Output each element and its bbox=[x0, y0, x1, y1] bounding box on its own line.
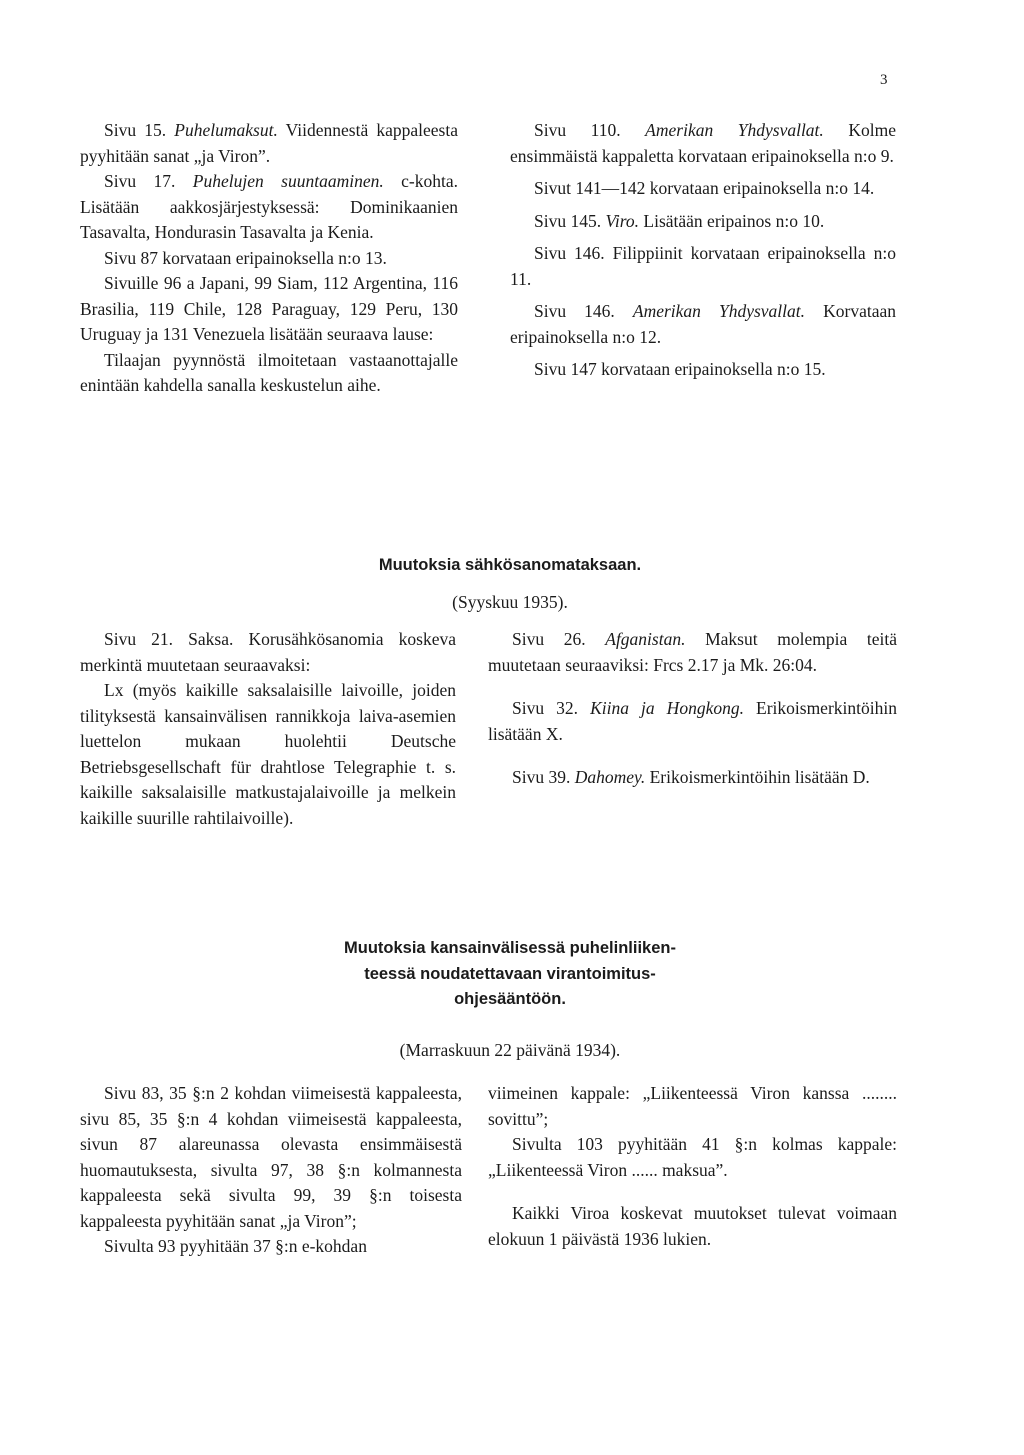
text: Sivu 15. bbox=[104, 120, 175, 140]
text: Korvataan eripainoksella n:o 12. bbox=[510, 301, 896, 347]
top-right-column bbox=[510, 118, 896, 383]
paragraph: Sivut 141—142 korvataan eripainoksella n:o 14. bbox=[534, 178, 875, 198]
bottom-right-column bbox=[488, 1081, 897, 1252]
paragraph: Lx (myös kaikille saksalaisille laivoille, joiden tilityksestä kansainvälisen rannikkoja laiva-asemien luettelon mukaan huolehtii Deutsche Betriebsgesellschaft für drahtlose Telegraphie t. s. kaikille saksalaisille matkustajalaivoille ja melkein kaikille suurille rahtilaivoille). bbox=[80, 680, 456, 828]
text: Sivu 17. bbox=[104, 171, 193, 191]
paragraph bbox=[510, 118, 896, 169]
text: Sivu 32. bbox=[512, 698, 591, 718]
section-heading: Muutoksia sähkösanomataksaan. bbox=[378, 556, 642, 574]
paragraph bbox=[488, 627, 897, 678]
text: Viidennestä kappaleesta pyyhitään sanat „ja Viron”. bbox=[80, 120, 458, 166]
italic-title: Afganistan. bbox=[605, 629, 686, 649]
paragraph: Sivulta 93 pyyhitään 37 §:n e-kohdan bbox=[104, 1236, 367, 1256]
text: Sivu 110. bbox=[534, 120, 646, 140]
paragraph: Tilaajan pyynnöstä ilmoitetaan vastaanottajalle enintään kahdella sanalla keskustelun aihe. bbox=[80, 349, 458, 395]
text: Sivu 39. bbox=[512, 767, 575, 787]
section-heading bbox=[200, 936, 820, 1013]
italic-title: Amerikan Yhdysvallat. bbox=[632, 301, 806, 321]
text: Kolme ensimmäistä kappaletta korvataan eripainoksella n:o 9. bbox=[510, 120, 896, 166]
italic-title: Kiina ja Hongkong. bbox=[590, 698, 744, 718]
paragraph: Sivu 147 korvataan eripainoksella n:o 15. bbox=[534, 359, 826, 379]
heading-line: ohjesääntöön. bbox=[454, 990, 566, 1008]
italic-title: Puhelujen suuntaaminen. bbox=[192, 171, 384, 191]
paragraph: Sivulta 103 pyyhitään 41 §:n kolmas kappale: „Liikenteessä Viron ...... maksua”. bbox=[488, 1134, 897, 1180]
paragraph bbox=[510, 299, 896, 350]
paragraph: Sivu 87 korvataan eripainoksella n:o 13. bbox=[104, 247, 387, 268]
paragraph bbox=[488, 765, 897, 791]
paragraph: Sivu 21. Saksa. Korusähkösanomia koskeva merkintä muutetaan seuraavaksi: bbox=[80, 629, 456, 675]
heading-line: Muutoksia kansainvälisessä puhelinliiken- bbox=[344, 939, 676, 957]
paragraph bbox=[488, 696, 897, 747]
paragraph: Sivuille 96 a Japani, 99 Siam, 112 Argentina, 116 Brasilia, 119 Chile, 128 Paraguay, 129 Peru, 130 Uruguay ja 131 Venezuela lisätään seuraava lause: bbox=[80, 273, 458, 344]
paragraph bbox=[80, 118, 458, 169]
text: Erikoismerkintöihin lisätään D. bbox=[645, 767, 870, 787]
italic-title: Amerikan Yhdysvallat. bbox=[645, 120, 824, 140]
paragraph: Sivu 146. Filippiinit korvataan eripainoksella n:o 11. bbox=[510, 243, 896, 289]
italic-title: Puhelumaksut. bbox=[174, 120, 278, 140]
text: Erikoismerkintöihin lisätään X. bbox=[488, 698, 897, 744]
paragraph: Kaikki Viroa koskevat muutokset tulevat voimaan elokuun 1 päivästä 1936 lukien. bbox=[488, 1203, 897, 1249]
middle-right-column bbox=[488, 627, 897, 791]
italic-title: Dahomey. bbox=[574, 767, 646, 787]
bottom-left-column bbox=[80, 1081, 462, 1260]
text: c-kohta. Lisätään aakkosjärjestyksessä: Dominikaanien Tasavalta, Hondurasin Tasavalta ja Kenia. bbox=[80, 171, 458, 242]
section-date: (Marraskuun 22 päivänä 1934). bbox=[399, 1040, 621, 1060]
text: Maksut molempia teitä muutetaan seuraaviksi: Frcs 2.17 ja Mk. 26:04. bbox=[488, 629, 897, 675]
italic-title: Viro. bbox=[605, 210, 640, 231]
paragraph: viimeinen kappale: „Liikenteessä Viron kanssa ........ sovittu”; bbox=[488, 1083, 897, 1129]
text: Sivu 146. bbox=[534, 301, 633, 321]
section-date: (Syyskuu 1935). bbox=[452, 592, 568, 612]
paragraph: Sivu 83, 35 §:n 2 kohdan viimeisestä kappaleesta, sivu 85, 35 §:n 4 kohdan viimeisestä kappaleesta, sivun 87 alareunassa olevasta ensimmäisestä huomautuksesta, sivulta 97, 38 §:n kolmannesta kappaleesta sekä sivulta 99, 39 §:n toisesta kappaleesta pyyhitään sanat „ja Viron”; bbox=[80, 1083, 462, 1231]
paragraph bbox=[80, 169, 458, 246]
middle-left-column bbox=[80, 627, 456, 831]
text: Sivu 26. bbox=[512, 629, 606, 649]
paragraph bbox=[510, 209, 896, 235]
top-left-column bbox=[80, 118, 458, 399]
text: Sivu 145. bbox=[534, 210, 606, 231]
heading-line: teessä noudatettavaan virantoimitus- bbox=[364, 964, 656, 983]
text: Lisätään eripainos n:o 10. bbox=[639, 210, 825, 231]
page-number: 3 bbox=[880, 72, 888, 88]
